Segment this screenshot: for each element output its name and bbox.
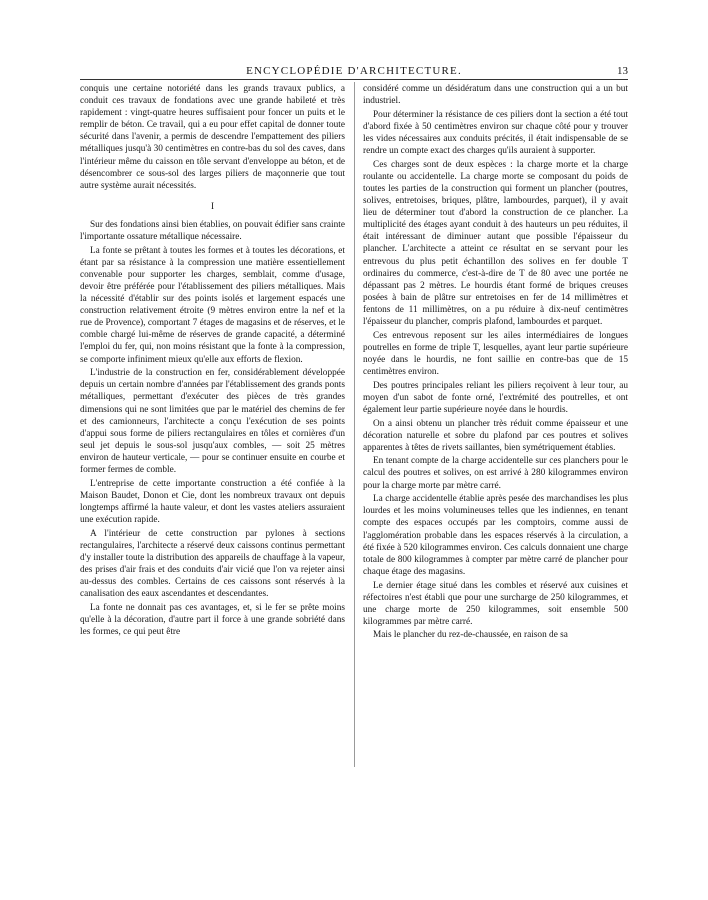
header-rule [80, 79, 628, 80]
section-number: I [210, 201, 215, 212]
paragraph: On a ainsi obtenu un plancher très réduit comme épaisseur et une décoration naturelle et sobre du plafond par ces poutres et solives apparentes à têtes de rivets saillantes, bien symétriquement établies. [363, 418, 628, 453]
page-header [80, 64, 628, 80]
paragraph: considéré comme un désidératum dans une construction qui a un but industriel. [363, 84, 628, 107]
paragraph: En tenant compte de la charge accidentelle sur ces planchers pour le calcul des poutres et solives, on est arrivé à 280 kilogrammes environ pour la charge morte par mètre carré. [363, 456, 628, 491]
paragraph: La fonte ne donnait pas ces avantages, et, si le fer se prête moins qu'elle à la décoration, d'autre part il force à une grande sobriété dans les formes, ce qui peut être [80, 602, 345, 637]
paragraph: A l'intérieur de cette construction par pylones à sections rectangulaires, l'architecte a réservé deux caissons continus permettant d'y installer toute la distribution des appareils de chauffage à la vapeur, des prises d'air frais et des conduits d'air vicié que l'on va rejeter ainsi au-dessus des combles. Certains de ces caissons sont réservés à la canalisation des eaux ascendantes et descendantes. [80, 528, 345, 600]
paragraph: Ces entrevous reposent sur les ailes intermédiaires de longues poutrelles en forme de triple T, lesquelles, ayant leur partie supérieure noyée dans le hourdis, ne font saillie en contre-bas que de 15 centimètres environ. [363, 330, 628, 377]
paragraph: conquis une certaine notoriété dans les grands travaux publics, a conduit ces travaux de fondations avec une grande habileté et très rapidement : vingt-quatre heures suffisaient pour foncer un puits et le remplir de béton. Ce travail, qui a eu pour effet capital de donner toute sécurité dans l'avenir, a permis de descendre l'empattement des piliers métalliques jusqu'à 30 centimètres en contre-bas du sol des caves, dans l'intérieur même du caisson en tôle servant d'enveloppe au béton, et de désencombrer ce sous-sol des larges piliers de maçonnerie que tout autre système aurait nécessités. [80, 84, 345, 191]
paragraph: Mais le plancher du rez-de-chaussée, en raison de sa [373, 630, 568, 641]
page-number: 13 [617, 65, 628, 77]
paragraph: Des poutres principales reliant les piliers reçoivent à leur tour, au moyen d'un sabot de fonte orné, l'extrémité des poutrelles, et ont également leur partie supérieure noyée dans le hourdis. [363, 380, 628, 415]
paragraph: L'entreprise de cette importante construction a été confiée à la Maison Baudet, Donon et Cie, dont les nombreux travaux ont depuis longtemps affirmé la haute valeur, et dont les vastes ateliers assuraient une exécution rapide. [80, 478, 345, 525]
paragraph: L'industrie de la construction en fer, considérablement développée depuis un certain nombre d'années par l'établissement des grands ponts métalliques, permettant d'exécuter des pièces de très grandes dimensions qui ne sont limitées que par le matériel des chemins de fer et des camionneurs, l'architecte a conçu l'exécution de ses points d'appui sous forme de piliers rectangulaires en tôles et cornières d'un seul jet depuis le sous-sol jusqu'aux combles, — soit 25 mètres environ de hauteur verticale, — pour se continuer ensuite en courbe et former fermes de comble. [80, 368, 345, 475]
paragraph: Ces charges sont de deux espèces : la charge morte et la charge roulante ou accidentelle. La charge morte se composant du poids de toutes les parties de la construction qui forment un plancher (poutres, solives, entretoises, briques, plâtre, lambourdes, parquet), il y avait lieu de déterminer tout d'abord la construction de ce plancher. La multiplicité des étages ayant conduit à des hauteurs un peu réduites, il était intéressant de diminuer autant que possible l'épaisseur du plancher. L'architecte a atteint ce résultat en se servant pour les entrevous du plus petit échantillon des solives en fer double T ordinaires du commerce, c'est-à-dire de T de 80 avec une portée ne dépassant pas 2 mètres. Le hourdis étant formé de briques creuses posées à bain de plâtre sur entretoises en fer de 14 millimètres et fentons de 11 millimètres, on a pu réduire à dix-neuf centimètres l'épaisseur du plancher, compris plafond, lambourdes et parquet. [363, 159, 628, 327]
left-column [80, 83, 345, 640]
paragraph: Le dernier étage situé dans les combles et réservé aux cuisines et réfectoires n'est établi que pour une surcharge de 250 kilogrammes, et une charge morte de 250 kilogrammes, soit ensemble 500 kilogrammes par mètre carré. [363, 580, 628, 627]
paragraph: La fonte se prêtant à toutes les formes et à toutes les décorations, et étant par sa résistance à la compression une matière essentiellement convenable pour supporter les charges, semblait, comme d'usage, devoir être préférée pour l'établissement des piliers métalliques. Mais la nécessité d'établir sur des points isolés et largement espacés une construction relativement étroite (9 mètres environ entre la nef et la rue de Provence), comportant 7 étages de magasins et de réserves, et le comble chargé lui-même de réserves de grande capacité, a déterminé l'emploi du fer, qui, non moins résistant que la fonte à la compression, se comporte infiniment mieux qu'elle aux efforts de flexion. [80, 245, 345, 365]
running-title: ENCYCLOPÉDIE D'ARCHITECTURE. [246, 65, 462, 77]
paragraph: Pour déterminer la résistance de ces piliers dont la section a été tout d'abord fixée à 50 centimètres environ sur chaque côté pour y trouver les vides nécessaires aux conduits précités, il était indispensable de se rendre un compte exact des charges qu'ils auraient à supporter. [363, 109, 628, 157]
column-separator [354, 82, 355, 767]
paragraph: La charge accidentelle établie après pesée des marchandises les plus lourdes et les moins volumineuses telles que les indiennes, en tenant compte des espaces occupés par les comptoirs, comme aussi de l'agglomération probable dans les espaces réservés à la circulation, a été fixée à 520 kilogrammes environ. Ces calculs donnaient une charge totale de 800 kilogrammes à compter par mètre carré de plancher pour chaque étage des magasins. [363, 494, 628, 577]
right-column [363, 83, 628, 643]
paragraph: Sur des fondations ainsi bien établies, on pouvait édifier sans crainte l'importante ossature métallique nécessaire. [80, 219, 345, 243]
